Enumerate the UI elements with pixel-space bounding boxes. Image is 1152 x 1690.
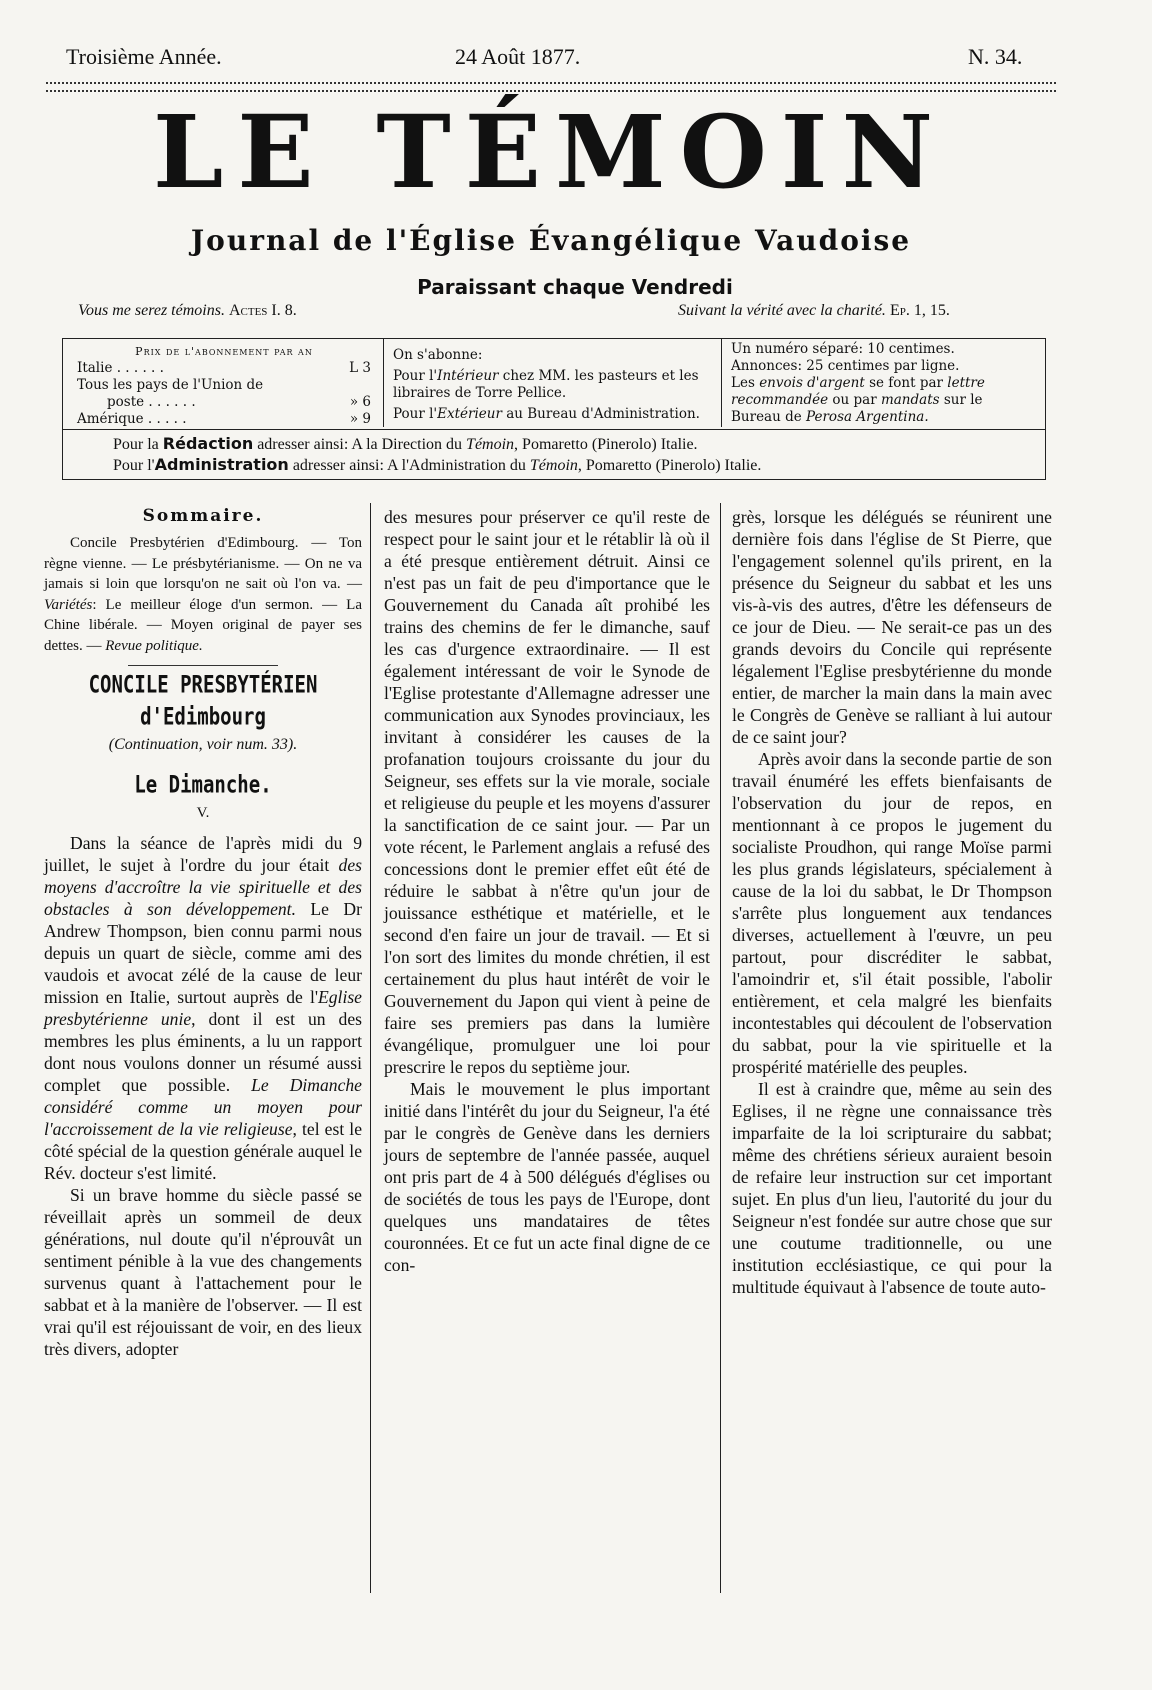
paragraph: Après avoir dans la seconde partie de son travail énuméré les effets bienfaisants de l'observation du jour de repos, en mentionnant à ce propos le jugement du socialiste Proudhon, qui range Moïse parmi les plus grands législateurs, spécialement à cause de la loi du sabbat, le Dr Thompson s'arrête plus longuement aux tendances diverses, actuellement à l'œuvre, un peu partout, pour discréditer le sabbat, l'amoindrir et, s'il était possible, l'abolir entièrement, et cela malgré les bienfaits incontestables qui découlent de l'observation du sabbat, pour la vie spirituelle et la prospérité matérielle des peuples. — [732, 749, 1052, 1077]
subscribe-exterior: Pour l'Extérieur au Bureau d'Administration. — [393, 406, 700, 422]
article-heading: CONCILE PRESBYTÉRIEN — [88, 670, 318, 699]
subscribe-title: On s'abonne: — [393, 347, 483, 363]
prices-title: Prix de l'abonnement par an — [135, 345, 313, 358]
paragraph: Mais le mouvement le plus important initié dans l'intérêt du jour du Seigneur, l'a été par le congrès de Genève dans les derniers jours de septembre de l'année passée, auquel ont pris part de 4 à 500 délégués d'églises ou de sociétés de tous les pays de l'Europe, dont quelques uns mandataires de têtes couronnées. Et ce fut un acte final digne de ce con- — [384, 1079, 710, 1275]
year-label: Troisième Année. — [66, 44, 222, 69]
price-row: Italie . . . . . . L 3 — [77, 360, 371, 376]
column-2 — [384, 506, 710, 1276]
paragraph: des mesures pour préserver ce qu'il reste de respect pour le saint jour et le rétablir là où il a été presque entièrement détruit. Ainsi ce n'est pas un fait de peu d'importance que le Gouvernement du Canada aît prohibé les trains des chemins de fer le dimanche, sauf les cas d'urgence extraordinaire. — Il est également intéressant de voir le Synode de l'Eglise protestante d'Allemagne adresser une communication aux Synodes provinciaux, les invitant à considérer les causes de la profanation toujours croissante du jour du Seigneur, ses effets sur la vie morale, sociale et religieuse du peuple et les moyens d'assurer la sanctification de ce saint jour. — Par un vote récent, le Parlement anglais a refusé des concessions dont le premier effet eût été de réduire le sabbat à n'être qu'un jour de jouissance esthétique et matérielle, et le second d'en faire un jour de travail. — Et si l'on sort des limites du monde chrétien, il est certainement du plus haut intérêt de voir le Gouvernement du Japon qui vient à peine de faire ses premiers pas dans la lumière évangélique, promulguer une loi pour prescrire le repos du septième jour. — [384, 507, 710, 1077]
paragraph: Dans la séance de l'après midi du 9 juillet, le sujet à l'ordre du jour était des moyens d'accroître la vie spirituelle et des obstacles à son développement. Le Dr Andrew Thompson, bien connu parmi nous depuis un quart de siècle, comme ami des vaudois et avocat zélé de la cause de leur mission en Italie, surtout auprès de l'Eglise presbytérienne unie, dont il est un des membres les plus éminents, a lu un rapport dont nous voulons donner un résumé aussi complet que possible. Le Dimanche considéré comme un moyen pour l'accroissement de la vie religieuse, tel est le côté spécial de la question générale auquel le Rév. docteur s'est limité. — [44, 832, 363, 1183]
box-inner-rule — [63, 429, 1045, 430]
sommaire-text: Concile Presbytérien d'Edimbourg. — Ton règne vienne. — Le présbytérianisme. — On ne va jamais si loin que lorsqu'on ne sait où l'on va. — Variétés: Le meilleur éloge d'un sermon. — La Chine libérale. — Moyen original de payer ses dettes. — Revue politique. — [44, 535, 362, 654]
notices-block — [731, 341, 1031, 429]
box-divider — [383, 339, 384, 427]
issue-number: N. 34. — [968, 44, 1023, 69]
motto-left: Vous me serez témoins. Actes I. 8. — [78, 302, 297, 319]
single-issue-price: Un numéro séparé: 10 centimes. — [731, 341, 955, 357]
continuation-note: (Continuation, voir num. 33). — [108, 735, 298, 753]
article-heading-2: d'Edimbourg — [140, 702, 266, 731]
top-rule-2 — [46, 90, 1056, 92]
paragraph: Il est à craindre que, même au sein des Eglises, il ne règne une connaissance très imparfaite de la loi scripturaire du sabbat; même des chrétiens sérieux auraient besoin de refaire leur instruction sur cet important sujet. En plus d'un lieu, l'autorité du jour du Seigneur n'est fondée sur autre chose que sur une coutume traditionnelle, ou une institution ecclésiastique, ce qui pour la multitude équivaut à l'absence de toute auto- — [732, 1079, 1052, 1297]
section-rule — [128, 665, 278, 666]
masthead-title: LE TÉMOIN — [153, 93, 947, 211]
price-row: poste . . . . . . » 6 — [107, 394, 371, 410]
column-divider — [370, 503, 371, 1593]
redaction-address: Pour la Rédaction adresser ainsi: A la Direction du Témoin, Pomaretto (Pinerolo) Italie. — [113, 434, 698, 453]
section-number: V. — [196, 804, 210, 821]
section-title: Le Dimanche. — [134, 770, 272, 799]
price-row: Tous les pays de l'Union de — [77, 377, 264, 393]
box-divider — [721, 339, 722, 427]
admin-address: Pour l'Administration adresser ainsi: A l'Administration du Témoin, Pomaretto (Pinerolo) Italie. — [113, 455, 762, 474]
publication-frequency: Paraissant chaque Vendredi — [417, 275, 733, 299]
column-1 — [44, 505, 362, 1360]
money-notice: Les envois d'argent se font par lettre recommandée ou par mandats sur le Bureau de Perosa Argentina. — [731, 375, 985, 425]
top-rule — [46, 82, 1056, 84]
paragraph: grès, lorsque les délégués se réunirent une dernière fois dans l'église de St Pierre, que l'engagement solennel qu'ils prirent, en la présence du Seigneur du sabbat et les uns vis-à-vis des autres, d'être les défenseurs de ce jour de Dieu. — Ne serait-ce pas un des grands devoirs du Concile qui représente légalement l'Eglise presbytérienne du monde entier, de marcher la main dans la main avec le Congrès de Genève se ralliant à lui autour de ce saint jour? — [732, 507, 1052, 747]
sommaire-title: Sommaire. — [142, 506, 264, 526]
column-3 — [732, 506, 1052, 1298]
ads-price: Annonces: 25 centimes par ligne. — [731, 358, 960, 374]
subscription-box — [62, 338, 1046, 480]
date-label: 24 Août 1877. — [455, 44, 581, 69]
column-divider — [720, 503, 721, 1593]
subscribe-interior: Pour l'Intérieur chez MM. les pasteurs et les libraires de Torre Pellice. — [393, 368, 699, 401]
price-row: Amérique . . . . . » 9 — [77, 411, 371, 427]
address-block — [113, 434, 761, 476]
subscribe-block — [393, 347, 711, 435]
prices-block — [77, 343, 371, 431]
motto-right: Suivant la vérité avec la charité. Ep. 1, 15. — [678, 302, 950, 319]
paragraph: Si un brave homme du siècle passé se réveillait après un sommeil de deux générations, nul doute qu'il n'éprouvât un sentiment pénible à la vue des changements survenus quant à l'attachement pour le sabbat et à la manière de l'observer. — Il est vrai qu'il est réjouissant de voir, en des lieux très divers, adopter — [44, 1184, 362, 1359]
masthead-subtitle: Journal de l'Église Évangélique Vaudoise — [190, 224, 912, 257]
